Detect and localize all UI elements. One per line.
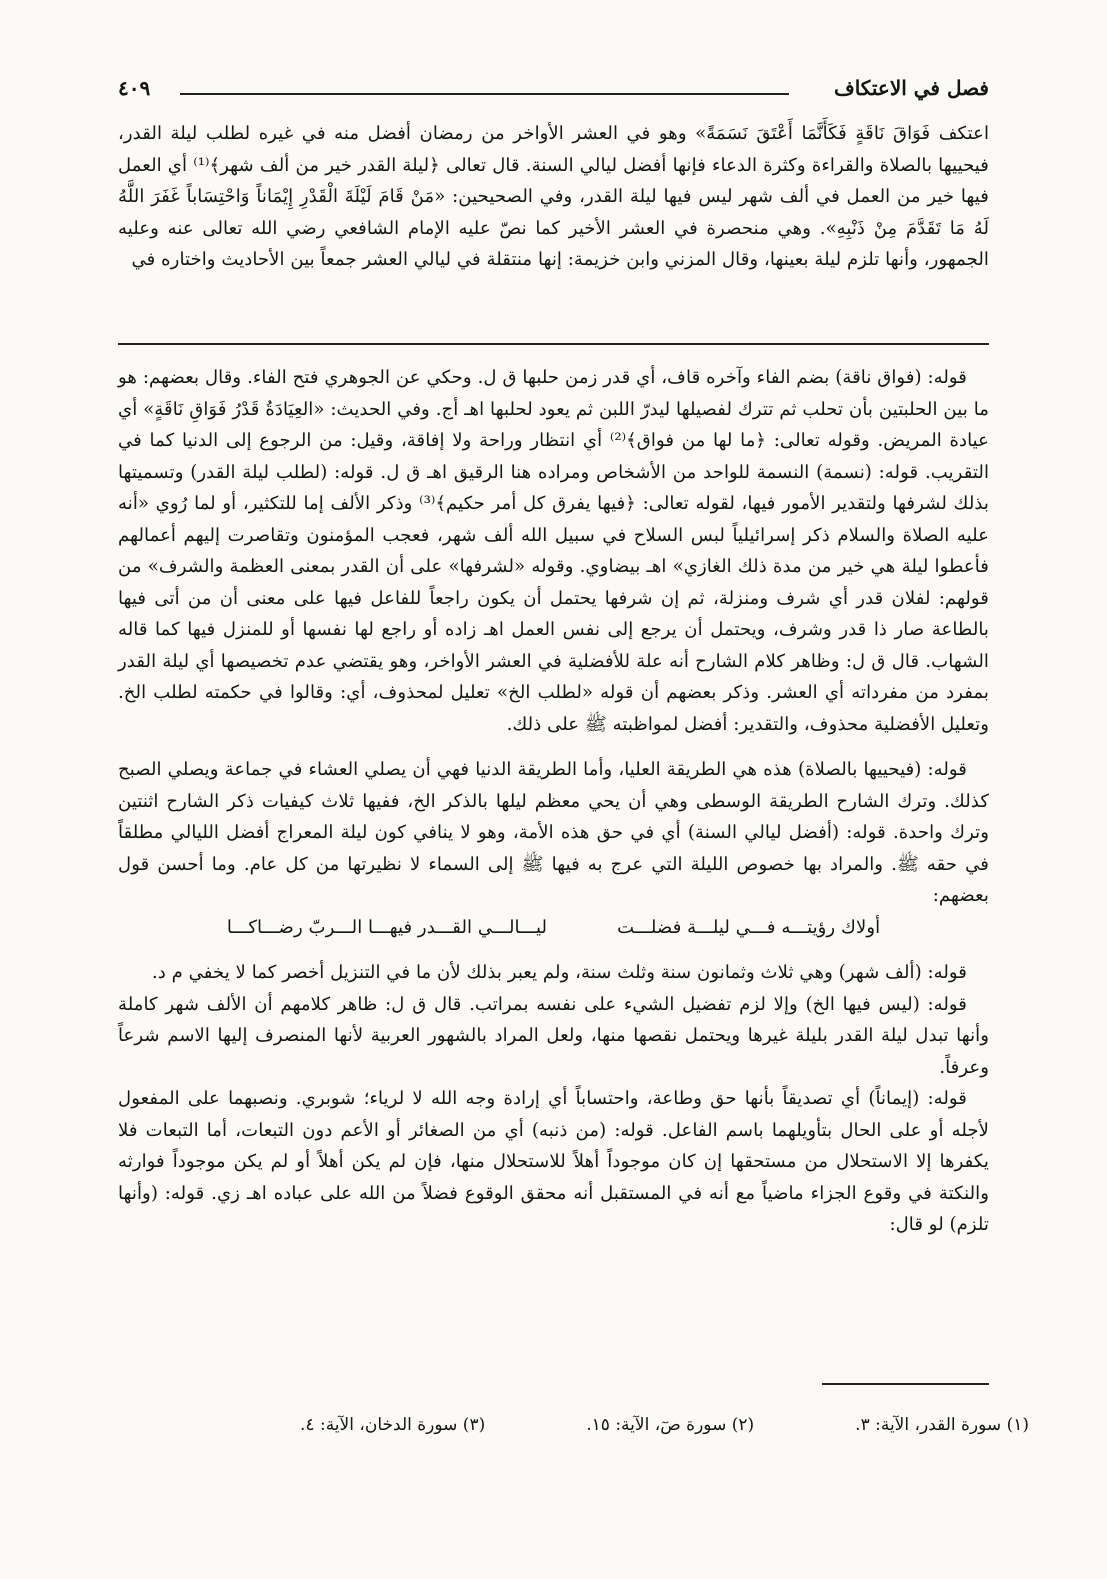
footnote-item: (٢) سورة صٓ، الآية: ١٥. xyxy=(586,1415,755,1435)
verse-hemistich-left: ليـــالـــي القـــدر فيهـــا الـــربّ رضـــاكـــا xyxy=(226,916,548,938)
commentary-paragraph: قوله: (فواق ناقة) بضم الفاء وآخره قاف، أي قدر زمن حلبها ق ل. وحكي عن الجوهري فتح الفاء. وقال بعضهم: هو ما بين الحلبتين بأن تحلب ثم تترك لفصيلها ليدرّ اللبن ثم يعود لحلبها اهـ أج. وفي الحديث: «العِيَادَةُ قَدْرُ فَوَاقِ نَاقَةٍ» أي عيادة المريض. وقوله تعالى: ﴿ما لها من فواق﴾⁽²⁾ أي انتظار وراحة ولا إفاقة، وقيل: من الرجوع إلى الدنيا كما في التقريب. قوله: (نسمة) النسمة للواحد من الأشخاص ومراده هنا الرقيق اهـ ق ل. قوله: (لطلب ليلة القدر) وتسميتها بذلك لشرفها ولتقدير الأمور فيها، لقوله تعالى: ﴿فيها يفرق كل أمر حكيم﴾⁽³⁾ وذكر الألف إما للتكثير، أو لما رُوي «أنه عليه الصلاة والسلام ذكر إسرائيلياً لبس السلاح في سبيل الله ألف شهر، فعجب المؤمنون وتقاصرت إليهم أعمالهم فأعطوا ليلة هي خير من مدة ذلك الغازي» اهـ بيضاوي. وقوله «لشرفها» على أن القدر بمعنى العظمة والشرف» من قولهم: لفلان قدر أي شرف ومنزلة، ثم إن شرفها يحتمل أن يكون راجعاً للفاعل فيها على معنى أن من أتى فيها بالطاعة صار ذا قدر وشرف، ويحتمل أن يرجع إلى نفس العمل اهـ زاده أو راجع لها نفسها أو للمنزل فيها كما قاله الشهاب. قال ق ل: وظاهر كلام الشارح أنه علة للأفضلية في العشر الأواخر، وهو يقتضي عدم تخصيصها أي ليلة القدر بمفرد من مفرداته أي العشر. وذكر بعضهم أن قوله «لطلب الخ» تعليل لمحذوف، أي: وقالوا في حكمته لطلب الخ. وتعليل الأفضلية محذوف، والتقدير: أفضل لمواظبته ﷺ على ذلك. xyxy=(118,367,989,735)
footnote-item: (١) سورة القدر، الآية: ٣. xyxy=(855,1415,1029,1435)
page-header xyxy=(118,76,989,116)
commentary-paragraph: قوله: (فيحييها بالصلاة) هذه هي الطريقة العليا، وأما الطريقة الدنيا فهي أن يصلي العشاء في جماعة ويصلي الصبح كذلك. وترك الشارح الطريقة الوسطى وهي أن يحي معظم ليلها بالذكر الخ، ففيها ثلاث كيفيات ذكر الشارح اثنتين وترك واحدة. قوله: (أفضل ليالي السنة) أي في حق هذه الأمة، وهو لا ينافي كون ليلة المعراج أفضل الليالي مطلقاً في حقه ﷺ. والمراد بها خصوص الليلة التي عرج به فيها ﷺ إلى السماء لا نظيرتها من كل عام. وما أحسن قول بعضهم: xyxy=(118,759,989,906)
footnote-item: (٣) سورة الدخان، الآية: ٤. xyxy=(300,1415,486,1435)
page-number: ٤٠٩ xyxy=(118,76,151,100)
main-paragraph: اعتكف فَوَاقَ نَاقَةٍ فَكَأَنَّمَا أَعْتَقَ نَسَمَةً» وهو في العشر الأواخر من رمضان أفضل منه في غيره لطلب ليلة القدر، فيحييها بالصلاة والقراءة وكثرة الدعاء فإنها أفضل ليالي السنة. قال تعالى ﴿ليلة القدر خير من ألف شهر﴾⁽¹⁾ أي العمل فيها خير من العمل في ألف شهر ليس فيها ليلة القدر، وفي الصحيحين: «مَنْ قَامَ لَيْلَةَ الْقَدْرِ إِيْمَاناً وَاحْتِسَاباً غَفَرَ اللَّهُ لَهُ مَا تَقَدَّمَ مِنْ ذَنْبِهِ». وهي منحصرة في العشر الأخير كما نصّ عليه الإمام الشافعي رضي الله تعالى عنه وعليه الجمهور، وأنها تلزم ليلة بعينها، وقال المزني وابن خزيمة: إنها منتقلة في ليالي العشر جمعاً بين الأحاديث واختاره في xyxy=(118,123,989,270)
header-rule xyxy=(180,93,789,95)
commentary xyxy=(118,362,989,1241)
section-title: فصل في الاعتكاف xyxy=(833,76,989,100)
commentary-paragraph: قوله: (ألف شهر) وهي ثلاث وثمانون سنة وثلث سنة، ولم يعبر بذلك لأن ما في التنزيل أخصر كما لا يخفي م د. xyxy=(151,962,967,983)
poetry-verse xyxy=(118,912,989,944)
verse-hemistich-right: أولاك رؤيتـــه فـــي ليلـــة فضلـــت xyxy=(617,916,881,938)
commentary-paragraph: قوله: (إيماناً) أي تصديقاً بأنها حق وطاعة، واحتساباً أي إرادة وجه الله لا لرياء؛ شوبري. ونصبهما على المفعول لأجله أو على الحال بتأويلهما باسم الفاعل. قوله: (من ذنبه) أي من الصغائر أو الأعم دون التبعات، أما التبعات فلا يكفرها إلا الاستحلال من مستحقها إن كان موجوداً أهلاً للاستحلال منها، فإن لم يكن أهلاً أو لم يكن موجوداً فوارثه والنكتة في وقوع الجزاء ماضياً مع أنه في المستقبل أنه محقق الوقوع فضلاً من الله على عباده اهـ زي. قوله: (وأنها تلزم) لو قال: xyxy=(118,1088,989,1235)
main-divider xyxy=(118,343,989,345)
footnote-divider xyxy=(822,1383,989,1385)
main-text xyxy=(118,118,989,276)
footnotes xyxy=(300,1415,1029,1435)
commentary-paragraph: قوله: (ليس فيها الخ) وإلا لزم تفضيل الشيء على نفسه بمراتب. قال ق ل: ظاهر كلامهم أن الألف شهر كاملة وأنها تبدل ليلة القدر بليلة غيرها ويحتمل نقصها منها، ولعل المراد بالشهور العربية لأنها المنصرف إليها الاسم شرعاً وعرفاً. xyxy=(118,993,989,1078)
